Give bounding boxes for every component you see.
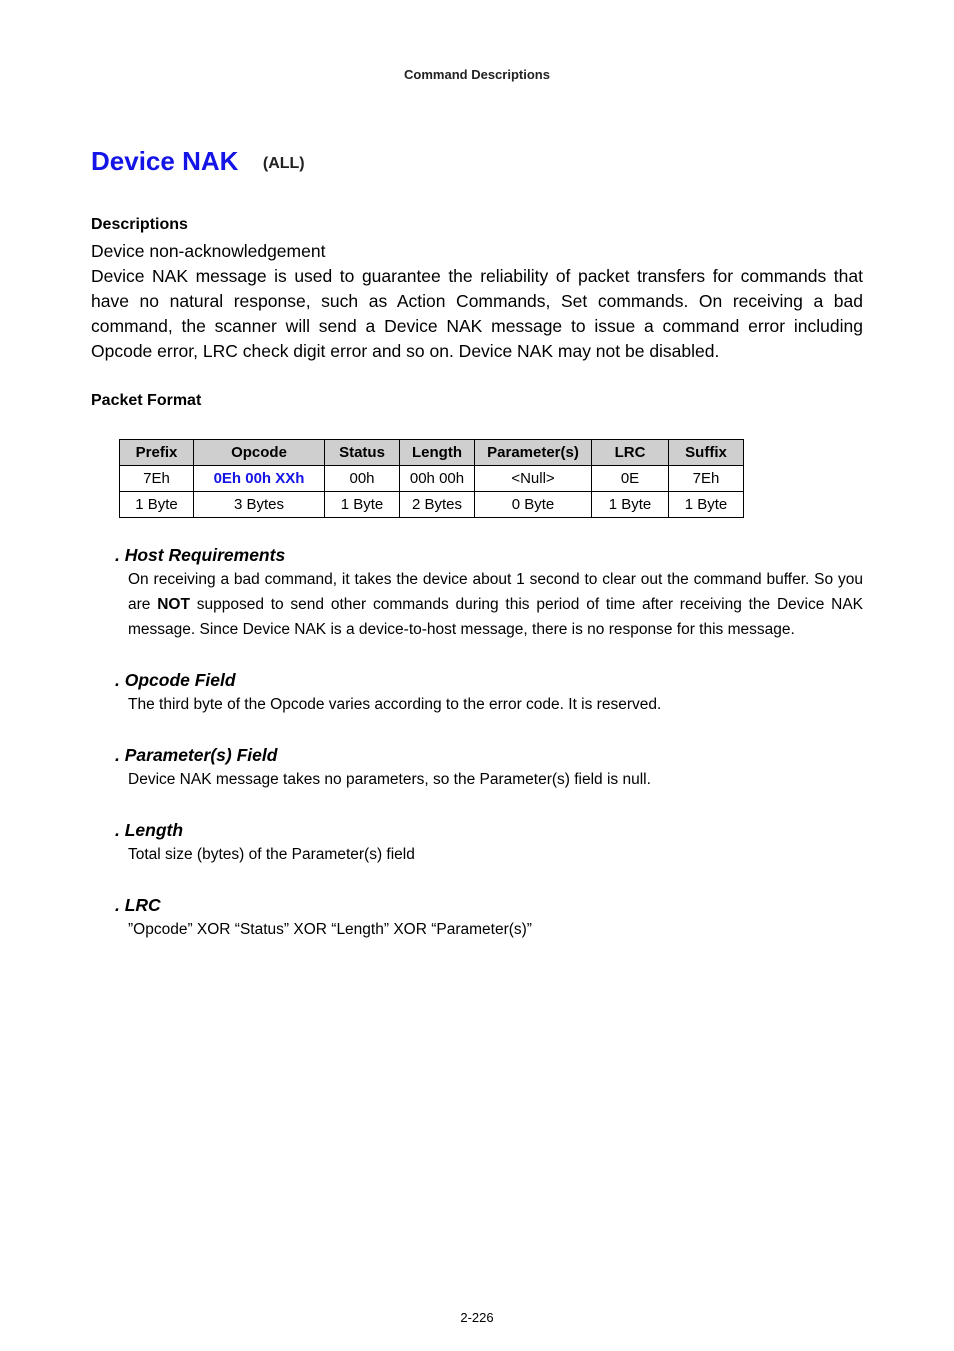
table-cell: 1 Byte (592, 492, 669, 518)
table-cell: 3 Bytes (194, 492, 325, 518)
length-heading: . Length (115, 820, 184, 840)
descriptions-label: Descriptions (91, 216, 188, 233)
table-cell: <Null> (475, 466, 592, 492)
running-header: Command Descriptions (404, 67, 550, 82)
table-cell: 0 Byte (475, 492, 592, 518)
parameters-field-body: Device NAK message takes no parameters, so the Parameter(s) field is null. (128, 771, 651, 788)
table-row (120, 492, 744, 518)
parameters-field-heading: . Parameter(s) Field (115, 745, 278, 765)
header-prefix: Prefix (120, 440, 194, 466)
table-cell: 1 Byte (120, 492, 194, 518)
header-suffix: Suffix (669, 440, 744, 466)
table-cell: 1 Byte (325, 492, 400, 518)
host-requirements-body (128, 567, 863, 642)
table-cell: 7Eh (120, 466, 194, 492)
table-header-row (120, 440, 744, 466)
descriptions-body (91, 239, 863, 364)
descriptions-paragraph: Device NAK message is used to guarantee the reliability of packet transfers for commands that have no natural response, such as Action Commands, Set commands. On receiving a bad command, the scanner will send a Device NAK message to issue a command error including Opcode error, LRC check digit error and so on. Device NAK may not be disabled. (91, 266, 863, 361)
header-length: Length (400, 440, 475, 466)
table-cell: 00h 00h (400, 466, 475, 492)
table-cell: 0E (592, 466, 669, 492)
packet-format-table (119, 439, 744, 518)
lrc-body: ”Opcode” XOR “Status” XOR “Length” XOR “Parameter(s)” (128, 921, 532, 938)
table-row (120, 466, 744, 492)
title-tag: (ALL) (262, 155, 305, 172)
header-lrc: LRC (592, 440, 669, 466)
page-title: Device NAK (91, 146, 239, 176)
table-cell: 00h (325, 466, 400, 492)
header-parameters: Parameter(s) (475, 440, 592, 466)
packet-format-label: Packet Format (91, 392, 202, 409)
opcode-field-heading: . Opcode Field (115, 670, 236, 690)
host-text-after: supposed to send other commands during this period of time after receiving the Device NAK message. Since Device NAK is a device-to-host message, there is no response for this message. (128, 596, 863, 638)
host-text-before: On receiving a bad command, it takes the device about 1 second to clear out the command buffer. So you are (128, 571, 863, 613)
table-cell: 7Eh (669, 466, 744, 492)
table-cell: 0Eh 00h XXh (194, 466, 325, 492)
length-body: Total size (bytes) of the Parameter(s) field (128, 846, 415, 863)
header-status: Status (325, 440, 400, 466)
host-requirements-heading: . Host Requirements (115, 545, 286, 565)
header-opcode: Opcode (194, 440, 325, 466)
table-cell: 2 Bytes (400, 492, 475, 518)
host-text-bold: NOT (157, 596, 190, 613)
lrc-heading: . LRC (115, 895, 161, 915)
table-cell: 1 Byte (669, 492, 744, 518)
title-row (91, 146, 305, 177)
descriptions-line1: Device non-acknowledgement (91, 241, 326, 261)
opcode-field-body: The third byte of the Opcode varies according to the error code. It is reserved. (128, 696, 662, 713)
page-number: 2-226 (460, 1310, 494, 1325)
